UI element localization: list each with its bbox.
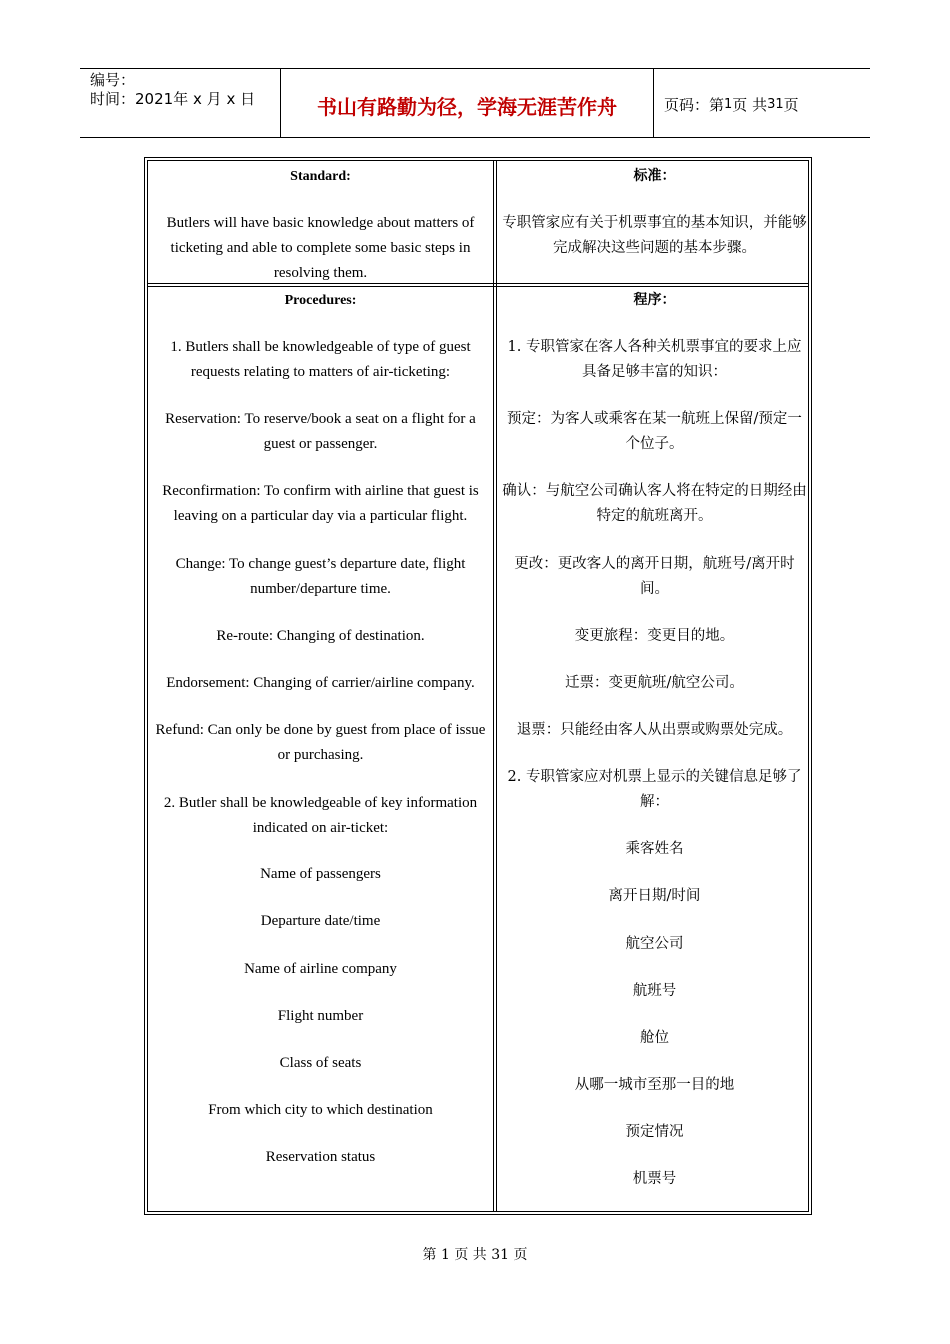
procedure-zh-item: 乘客姓名 bbox=[625, 841, 684, 857]
procedure-zh-item: 航空公司 bbox=[625, 936, 684, 952]
page-suffix: 页 bbox=[783, 95, 799, 114]
procedure-en-item: Departure date/time bbox=[260, 913, 381, 929]
procedure-zh-item: 舱位 bbox=[640, 1030, 669, 1046]
procedure-en-item: Re-route: Changing of destination. bbox=[216, 628, 425, 644]
procedure-en-item: From which city to which destination bbox=[208, 1102, 433, 1118]
procedure-zh-item: 从哪一城市至那一目的地 bbox=[574, 1077, 735, 1093]
footer-suffix: 页 bbox=[513, 1247, 528, 1263]
procedure-zh-item: 机票号 bbox=[632, 1171, 677, 1187]
procedure-zh-item: 迁票：变更航班/航空公司。 bbox=[565, 675, 744, 691]
procedure-zh-item: 航班号 bbox=[632, 983, 677, 999]
procedure-en-item: Class of seats bbox=[279, 1055, 362, 1071]
procedure-en-item: 2. Butler shall be knowledgeable of key information indicated on air-ticket: bbox=[163, 795, 478, 836]
time-year-unit: 年 bbox=[173, 90, 189, 108]
time-day: x bbox=[226, 90, 236, 108]
procedures-zh-title: 程序： bbox=[633, 292, 676, 308]
footer-current: 1 bbox=[440, 1247, 450, 1263]
footer-mid: 页 共 bbox=[454, 1247, 487, 1263]
procedure-en-item: Reservation: To reserve/book a seat on a flight for a guest or passenger. bbox=[165, 411, 476, 452]
time-year: 2021 bbox=[135, 90, 174, 108]
procedure-zh-item: 预定情况 bbox=[625, 1124, 684, 1140]
time-day-unit: 日 bbox=[240, 90, 256, 108]
procedures-en-title: Procedures: bbox=[284, 293, 357, 308]
time-prefix: 时间： bbox=[90, 90, 136, 108]
time-line bbox=[80, 90, 280, 109]
procedure-en-item: Endorsement: Changing of carrier/airline company. bbox=[166, 675, 475, 691]
header-page-number bbox=[654, 69, 870, 137]
procedure-en-item: Change: To change guest’s departure date, flight number/departure time. bbox=[175, 556, 466, 597]
standard-en-title: Standard: bbox=[290, 169, 351, 184]
page-mid: 页 共 bbox=[732, 95, 768, 114]
procedure-en-item: Refund: Can only be done by guest from place of issue or purchasing. bbox=[155, 722, 486, 763]
table-inner-border bbox=[147, 160, 809, 1212]
procedure-zh-item: 2. 专职管家应对机票上显示的关键信息足够了解： bbox=[507, 769, 802, 810]
header-motto: 书山有路勤为径，学海无涯苦作舟 bbox=[281, 69, 654, 137]
procedure-zh-item: 更改：更改客人的离开日期，航班号/离开时间。 bbox=[514, 556, 795, 597]
page-prefix: 页码：第 bbox=[664, 95, 725, 114]
page-current: 1 bbox=[724, 96, 733, 112]
footer-total: 31 bbox=[491, 1247, 510, 1263]
procedure-en-item: Reconfirmation: To confirm with airline that guest is leaving on a particular day via a particular flight. bbox=[162, 483, 479, 524]
procedure-zh-item: 确认：与航空公司确认客人将在特定的日期经由特定的航班离开。 bbox=[502, 483, 807, 524]
standard-zh-title: 标准： bbox=[633, 168, 676, 184]
column-divider bbox=[493, 161, 497, 1211]
procedure-en-item: Reservation status bbox=[265, 1149, 376, 1165]
time-month: x bbox=[193, 90, 202, 108]
page-total: 31 bbox=[767, 96, 784, 112]
bilingual-table bbox=[144, 157, 812, 1215]
procedure-zh-item: 退票：只能经由客人从出票或购票处完成。 bbox=[516, 722, 793, 738]
page-header bbox=[80, 68, 870, 138]
procedure-zh-item: 变更旅程：变更目的地。 bbox=[574, 628, 735, 644]
procedure-zh-item: 预定：为客人或乘客在某一航班上保留/预定一个位子。 bbox=[507, 411, 802, 452]
procedure-en-item: Flight number bbox=[277, 1008, 364, 1024]
header-meta bbox=[80, 69, 281, 137]
procedure-en-item: Name of passengers bbox=[260, 866, 381, 882]
procedure-zh-item: 离开日期/时间 bbox=[608, 888, 701, 904]
procedure-en-item: Name of airline company bbox=[244, 961, 397, 977]
procedure-en-item: 1. Butlers shall be knowledgeable of type of guest requests relating to matters of air-ticketing: bbox=[170, 339, 471, 380]
time-month-unit: 月 bbox=[206, 90, 222, 108]
standard-zh-text: 专职管家应有关于机票事宜的基本知识，并能够完成解决这些问题的基本步骤。 bbox=[502, 215, 807, 256]
page-footer bbox=[0, 1244, 950, 1264]
number-label: 编号： bbox=[90, 71, 136, 89]
footer-prefix: 第 bbox=[422, 1247, 437, 1263]
standard-en-text: Butlers will have basic knowledge about matters of ticketing and able to complete some basic steps in resolving them. bbox=[166, 215, 475, 281]
procedure-zh-item: 1. 专职管家在客人各种关机票事宜的要求上应具备足够丰富的知识： bbox=[507, 339, 802, 380]
